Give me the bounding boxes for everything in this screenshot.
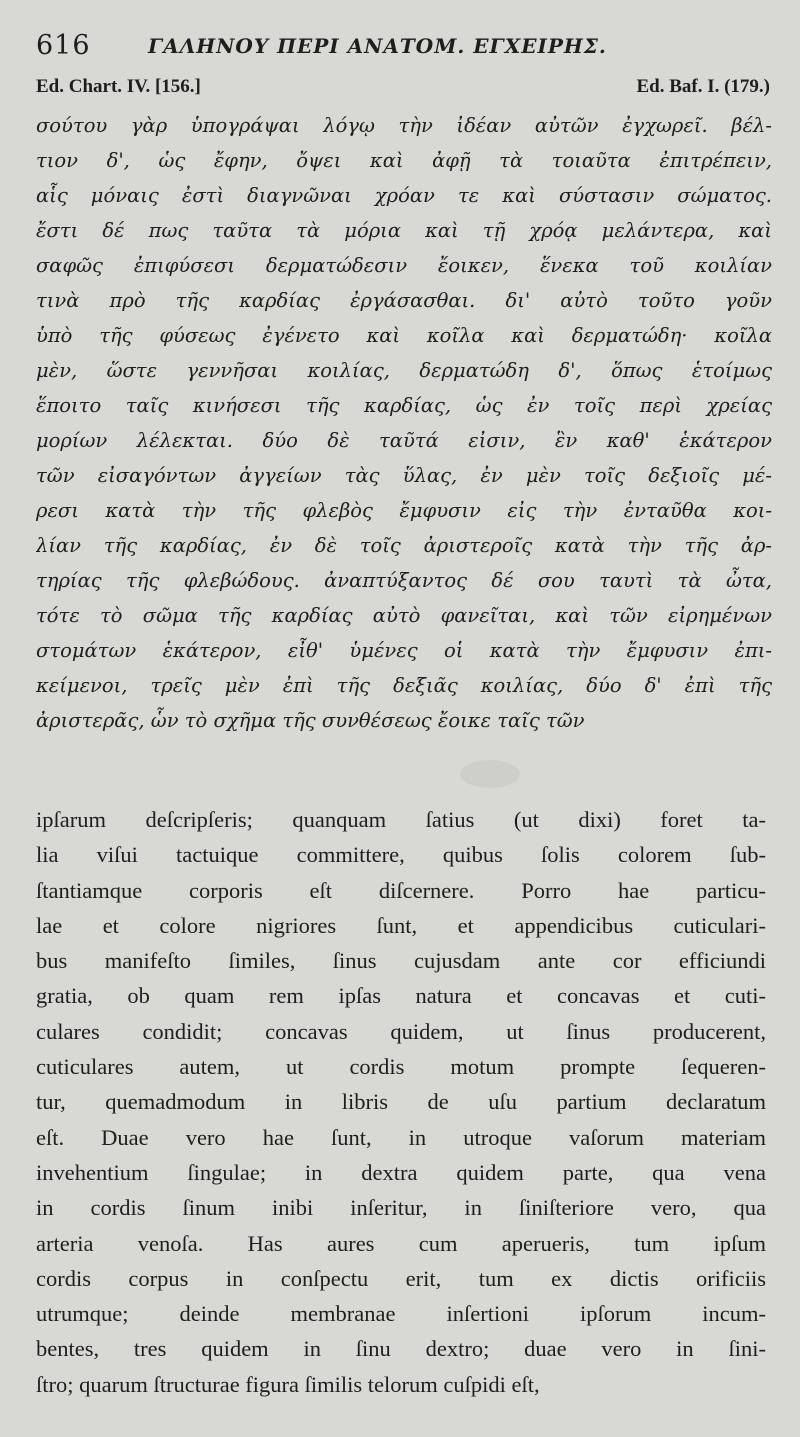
greek-text-line: μορίων λέλεκται. δύο δὲ ταῦτά εἰσιν, ἓν καθ' ἑκάτερον — [36, 429, 772, 452]
latin-text-line: ipſarum deſcripſeris; quanquam ſatius (ut dixi) foret ta- — [36, 807, 766, 832]
latin-text-line: cordis corpus in conſpectu erit, tum ex dictis orificiis — [36, 1265, 766, 1291]
latin-text-line: ſtantiamque corporis eſt diſcernere. Porro hae particu- — [36, 877, 766, 903]
greek-text-line: στομάτων ἑκάτερον, εἶθ' ὑμένες οἱ κατὰ τὴν ἔμφυσιν ἐπι- — [36, 639, 772, 662]
latin-text-line: arteria venoſa. Has aures cum aperueris, tum ipſum — [36, 1230, 766, 1256]
greek-text-line: ἕποιτο ταῖς κινήσεσι τῆς καρδίας, ὡς ἐν τοῖς περὶ χρείας — [36, 394, 772, 417]
latin-text-line: in cordis ſinum inibi inſeritur, in ſiniſteriore vero, qua — [36, 1195, 766, 1221]
greek-text-line: τότε τὸ σῶμα τῆς καρδίας αὐτὸ φανεῖται, καὶ τῶν εἰρημένων — [36, 604, 772, 627]
latin-text-line: ſtro; quarum ſtructurae figura ſimilis telorum cuſpidi eſt, — [36, 1371, 540, 1397]
greek-text-line: σαφῶς ἐπιφύσεσι δερματώδεσιν ἔοικεν, ἕνεκα τοῦ κοιλίαν — [36, 254, 772, 277]
latin-text-line: bentes, tres quidem in ſinu dextro; duae vero in ſini- — [36, 1336, 766, 1362]
greek-text-block — [36, 108, 772, 738]
latin-text-block — [36, 802, 766, 1402]
greek-text-line: τιον δ', ὡς ἔφην, ὄψει καὶ ἀφῇ τὰ τοιαῦτα ἐπιτρέπειν, — [36, 149, 772, 172]
edition-reference-basel: Ed. Baf. I. (179.) — [636, 76, 770, 97]
latin-text-line: cuticulares autem, ut cordis motum prompte ſequeren- — [36, 1054, 766, 1080]
latin-text-line: invehentium ſingulae; in dextra quidem parte, qua vena — [36, 1159, 766, 1185]
greek-text-line: τῶν εἰσαγόντων ἀγγείων τὰς ὕλας, ἐν μὲν τοῖς δεξιοῖς μέ- — [36, 464, 772, 487]
latin-text-line: lae et colore nigriores ſunt, et appendicibus cuticulari- — [36, 912, 766, 938]
paper-stain — [460, 760, 520, 788]
edition-reference-chartier: Ed. Chart. IV. [156.] — [36, 76, 201, 97]
greek-text-line: ἔστι δέ πως ταῦτα τὰ μόρια καὶ τῇ χρόᾳ μελάντερα, καὶ — [36, 219, 772, 242]
latin-text-line: utrumque; deinde membranae inſertioni ipſorum incum- — [36, 1301, 766, 1327]
greek-text-line: σούτου γὰρ ὑπογράψαι λόγῳ τὴν ἰδέαν αὐτῶν ἐγχωρεῖ. βέλ- — [36, 114, 772, 137]
greek-text-line: λίαν τῆς καρδίας, ἐν δὲ τοῖς ἀριστεροῖς κατὰ τὴν τῆς ἀρ- — [36, 534, 772, 557]
latin-text-line: bus manifeſto ſimiles, ſinus cujusdam ante cor efficiundi — [36, 948, 766, 974]
greek-text-line: κείμενοι, τρεῖς μὲν ἐπὶ τῆς δεξιᾶς κοιλίας, δύο δ' ἐπὶ τῆς — [36, 674, 772, 697]
latin-text-line: culares condidit; concavas quidem, ut ſinus producerent, — [36, 1018, 766, 1044]
greek-text-line: τηρίας τῆς φλεβώδους. ἀναπτύξαντος δέ σου ταυτὶ τὰ ὦτα, — [36, 569, 772, 592]
page-number: 616 — [36, 30, 91, 61]
greek-text-line: ρεσι κατὰ τὴν τῆς φλεβὸς ἔμφυσιν εἰς τὴν ἐνταῦθα κοι- — [36, 499, 772, 522]
greek-text-line: τινὰ πρὸ τῆς καρδίας ἐργάσασθαι. δι' αὐτὸ τοῦτο γοῦν — [36, 289, 772, 312]
greek-text-line: μὲν, ὥστε γεννῆσαι κοιλίας, δερματώδη δ', ὅπως ἑτοίμως — [36, 359, 772, 382]
running-title: ΓΑΛΗΝΟΥ ΠΕΡΙ ΑΝΑΤΟΜ. ΕΓΧΕΙΡΗΣ. — [148, 34, 607, 58]
greek-text-line: ὑπὸ τῆς φύσεως ἐγένετο καὶ κοῖλα καὶ δερματώδη· κοῖλα — [36, 324, 772, 347]
latin-text-line: lia viſui tactuique committere, quibus ſolis colorem ſub- — [36, 842, 766, 868]
greek-text-line: ἀριστερᾶς, ὧν τὸ σχῆμα τῆς συνθέσεως ἔοικε ταῖς τῶν — [36, 709, 585, 732]
page-header — [36, 30, 776, 64]
latin-text-line: tur, quemadmodum in libris de uſu partium declaratum — [36, 1089, 766, 1115]
greek-text-line: αἷς μόναις ἐστὶ διαγνῶναι χρόαν τε καὶ σύστασιν σώματος. — [36, 184, 772, 207]
latin-text-line: eſt. Duae vero hae ſunt, in utroque vaſorum materiam — [36, 1124, 766, 1150]
latin-text-line: gratia, ob quam rem ipſas natura et concavas et cuti- — [36, 983, 766, 1009]
